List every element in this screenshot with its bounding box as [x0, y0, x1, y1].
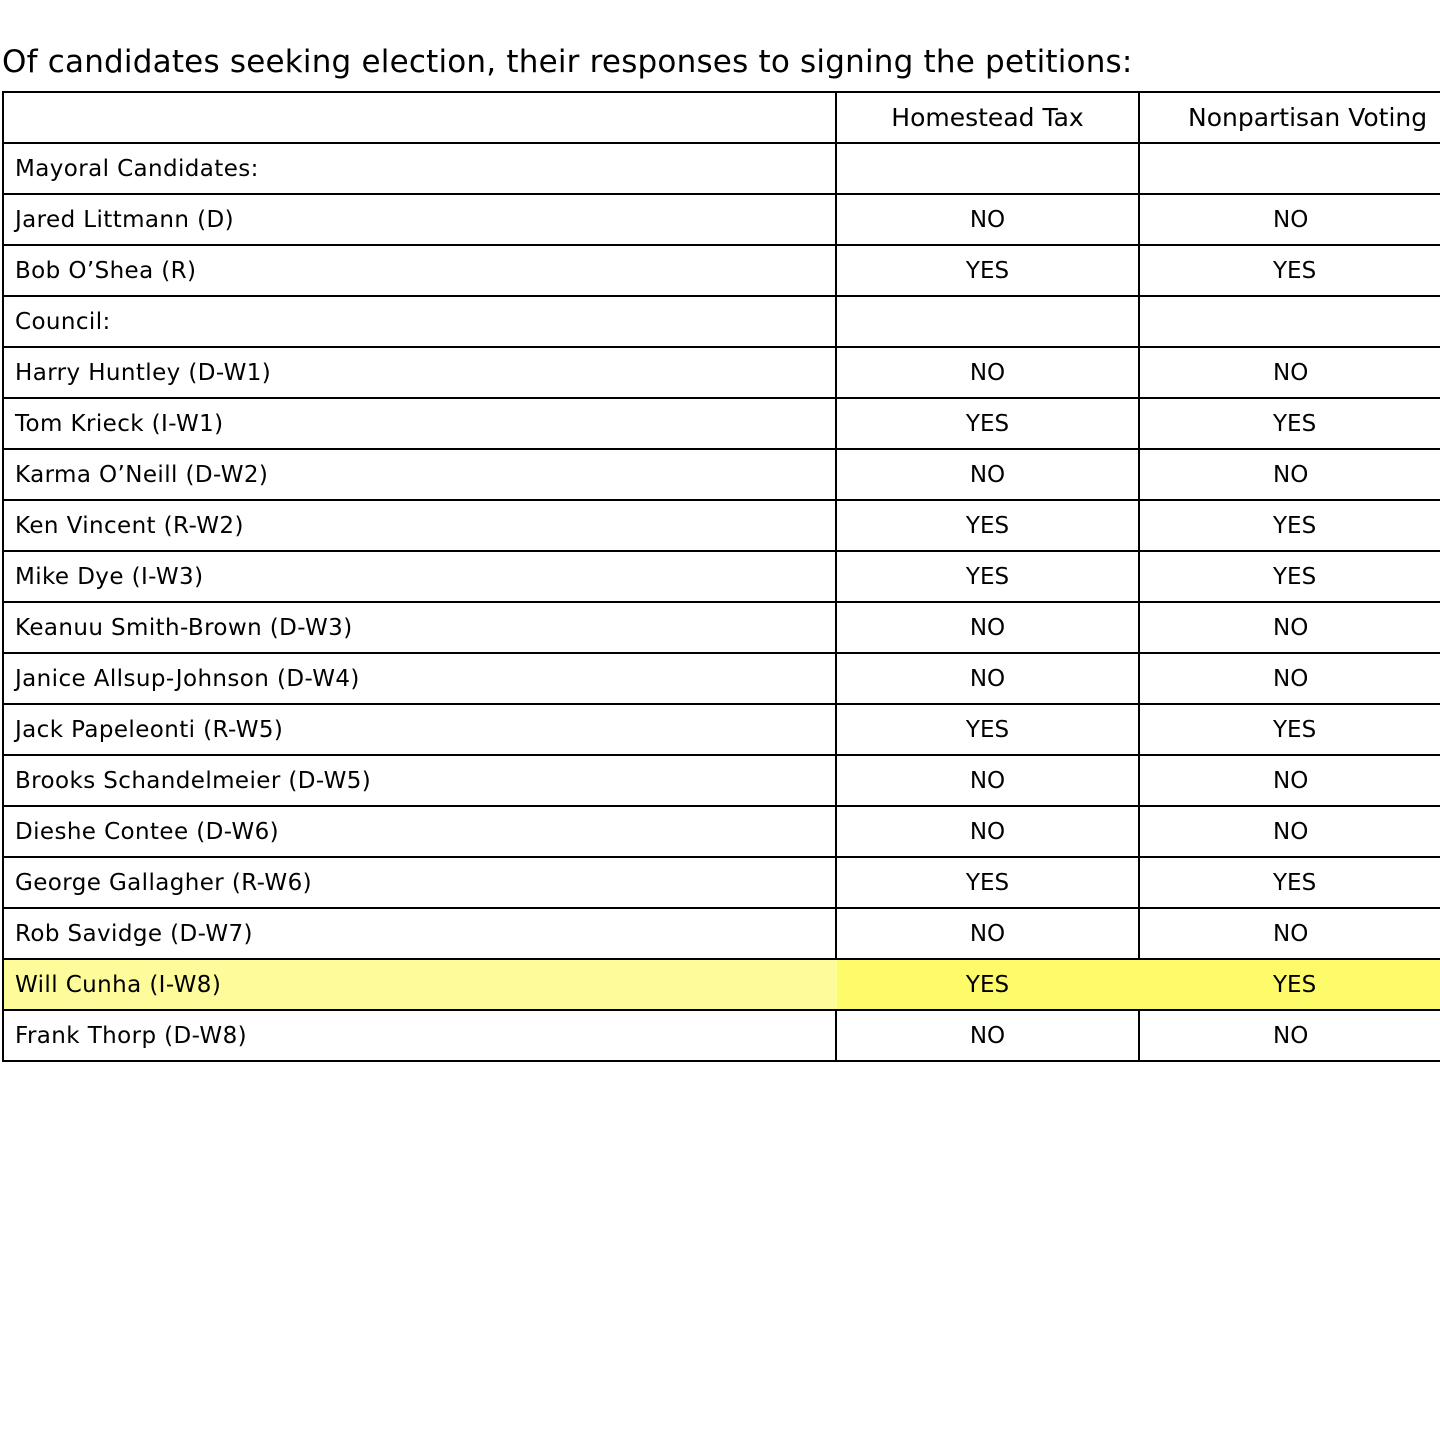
- table-row: [3, 500, 1440, 551]
- table-row: [3, 908, 1440, 959]
- nonpartisan-voting-cell: [1139, 806, 1440, 857]
- nonpartisan-voting-response: NO: [1273, 767, 1309, 794]
- table-header-row: [3, 92, 1440, 143]
- nonpartisan-voting-response: YES: [1273, 410, 1317, 437]
- homestead-tax-response: NO: [836, 449, 1139, 500]
- nonpartisan-voting-cell: [1139, 194, 1440, 245]
- nonpartisan-voting-cell: [1139, 1010, 1440, 1061]
- page-title: Of candidates seeking election, their responses to signing the petitions:: [2, 44, 1133, 80]
- nonpartisan-voting-response: NO: [1273, 920, 1309, 947]
- nonpartisan-voting-response: NO: [1273, 614, 1309, 641]
- candidate-name-cell: Keanuu Smith-Brown (D-W3): [3, 602, 836, 653]
- homestead-tax-response: NO: [836, 194, 1139, 245]
- nonpartisan-voting-cell: [1139, 449, 1440, 500]
- homestead-tax-response: YES: [836, 551, 1139, 602]
- nonpartisan-voting-cell: [1139, 602, 1440, 653]
- nonpartisan-voting-response: NO: [1273, 665, 1309, 692]
- candidate-name-cell: Frank Thorp (D-W8): [3, 1010, 836, 1061]
- table-row: [3, 602, 1440, 653]
- homestead-tax-response: YES: [836, 704, 1139, 755]
- candidate-name-cell: Will Cunha (I-W8): [3, 959, 836, 1010]
- nonpartisan-voting-cell: [1139, 908, 1440, 959]
- nonpartisan-voting-response: YES: [1273, 716, 1317, 743]
- candidate-name-cell: Jack Papeleonti (R-W5): [3, 704, 836, 755]
- candidate-name-cell: Dieshe Contee (D-W6): [3, 806, 836, 857]
- homestead-tax-response: YES: [836, 500, 1139, 551]
- candidate-name-cell: Tom Krieck (I-W1): [3, 398, 836, 449]
- table-row: [3, 1010, 1440, 1061]
- homestead-tax-response: NO: [836, 602, 1139, 653]
- candidate-name-cell: Janice Allsup-Johnson (D-W4): [3, 653, 836, 704]
- homestead-tax-response: NO: [836, 347, 1139, 398]
- nonpartisan-voting-cell: [1139, 143, 1440, 194]
- nonpartisan-voting-cell: [1139, 704, 1440, 755]
- nonpartisan-voting-response: YES: [1273, 563, 1317, 590]
- homestead-tax-response: NO: [836, 908, 1139, 959]
- homestead-tax-response: NO: [836, 1010, 1139, 1061]
- table-row: [3, 194, 1440, 245]
- nonpartisan-voting-cell: [1139, 347, 1440, 398]
- candidate-name-cell: Rob Savidge (D-W7): [3, 908, 836, 959]
- table-row: [3, 755, 1440, 806]
- header-homestead-tax: Homestead Tax: [836, 92, 1139, 143]
- table-row: [3, 857, 1440, 908]
- homestead-tax-response: [836, 143, 1139, 194]
- candidate-name-cell: George Gallagher (R-W6): [3, 857, 836, 908]
- nonpartisan-voting-response: NO: [1273, 461, 1309, 488]
- homestead-tax-response: YES: [836, 959, 1139, 1010]
- petition-responses-table: [2, 91, 1440, 1062]
- nonpartisan-voting-cell: [1139, 755, 1440, 806]
- nonpartisan-voting-response: NO: [1273, 1022, 1309, 1049]
- homestead-tax-response: NO: [836, 653, 1139, 704]
- table-row: [3, 959, 1440, 1010]
- table-row: [3, 653, 1440, 704]
- nonpartisan-voting-response: NO: [1273, 818, 1309, 845]
- table-row: [3, 245, 1440, 296]
- candidate-name-cell: Jared Littmann (D): [3, 194, 836, 245]
- table-row: [3, 704, 1440, 755]
- nonpartisan-voting-response: YES: [1273, 971, 1317, 998]
- nonpartisan-voting-cell: [1139, 857, 1440, 908]
- table-row: [3, 143, 1440, 194]
- nonpartisan-voting-cell: [1139, 245, 1440, 296]
- nonpartisan-voting-cell: [1139, 500, 1440, 551]
- nonpartisan-voting-cell: [1139, 653, 1440, 704]
- nonpartisan-voting-response: YES: [1273, 869, 1317, 896]
- table-row: [3, 449, 1440, 500]
- candidate-name-cell: Bob O’Shea (R): [3, 245, 836, 296]
- homestead-tax-response: [836, 296, 1139, 347]
- table-row: [3, 398, 1440, 449]
- homestead-tax-response: YES: [836, 398, 1139, 449]
- nonpartisan-voting-cell: [1139, 398, 1440, 449]
- candidate-name-cell: Ken Vincent (R-W2): [3, 500, 836, 551]
- candidate-name-cell: Karma O’Neill (D-W2): [3, 449, 836, 500]
- table-row: [3, 806, 1440, 857]
- nonpartisan-voting-response: YES: [1273, 512, 1317, 539]
- nonpartisan-voting-cell: [1139, 959, 1440, 1010]
- nonpartisan-voting-cell: [1139, 296, 1440, 347]
- homestead-tax-response: YES: [836, 245, 1139, 296]
- table-row: [3, 347, 1440, 398]
- nonpartisan-voting-response: YES: [1273, 257, 1317, 284]
- candidate-name-cell: Mayoral Candidates:: [3, 143, 836, 194]
- header-candidate: [3, 92, 836, 143]
- nonpartisan-voting-cell: [1139, 551, 1440, 602]
- candidate-name-cell: Mike Dye (I-W3): [3, 551, 836, 602]
- candidate-name-cell: Brooks Schandelmeier (D-W5): [3, 755, 836, 806]
- homestead-tax-response: NO: [836, 806, 1139, 857]
- table-row: [3, 551, 1440, 602]
- nonpartisan-voting-response: NO: [1273, 359, 1309, 386]
- candidate-name-cell: Council:: [3, 296, 836, 347]
- candidate-name-cell: Harry Huntley (D-W1): [3, 347, 836, 398]
- homestead-tax-response: NO: [836, 755, 1139, 806]
- header-nonpartisan-voting: Nonpartisan Voting: [1139, 92, 1440, 143]
- homestead-tax-response: YES: [836, 857, 1139, 908]
- nonpartisan-voting-response: NO: [1273, 206, 1309, 233]
- table-row: [3, 296, 1440, 347]
